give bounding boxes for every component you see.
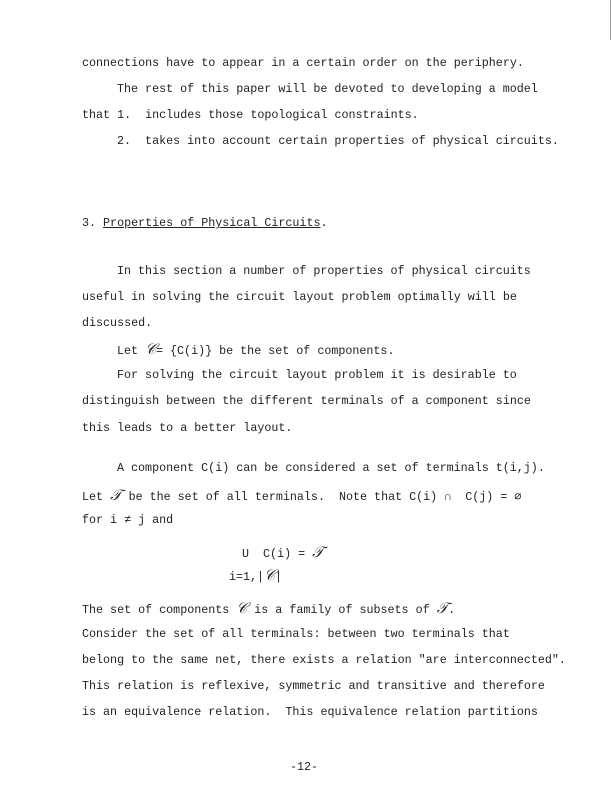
equation-line [242, 545, 324, 561]
text-line [82, 488, 521, 504]
text: . [448, 603, 456, 617]
text-line: For solving the circuit layout problem it is desirable to [117, 368, 517, 382]
text-line: that 1. includes those topological constraints. [82, 108, 419, 122]
equation-subscript [229, 568, 282, 584]
text-line: distinguish between the different terminals of a component since [82, 394, 531, 408]
text-line: useful in solving the circuit layout problem optimally will be [82, 290, 517, 304]
text: Let [82, 490, 111, 504]
text: = {C(i)} be the set of components. [156, 344, 395, 358]
page-number: -12- [290, 760, 319, 774]
text-line: is an equivalence relation. This equivalence relation partitions [82, 705, 538, 719]
text-line: In this section a number of properties of physical circuits [117, 264, 531, 278]
scan-edge [610, 0, 611, 40]
section-number: 3. [82, 216, 104, 230]
components-symbol: 𝒞 [145, 340, 156, 358]
components-symbol: 𝒞 [236, 599, 248, 617]
text-line: connections have to appear in a certain order on the periphery. [82, 56, 524, 70]
text-line [82, 601, 455, 617]
components-symbol: 𝒞 [264, 566, 276, 584]
text: The set of components [82, 603, 237, 617]
heading-period: . [320, 216, 328, 230]
terminals-symbol: 𝒯 [312, 543, 324, 561]
text: Let [117, 344, 146, 358]
text-line: The rest of this paper will be devoted to developing a model [117, 82, 538, 96]
section-title: Properties of Physical Circuits [103, 216, 321, 230]
terminals-symbol: 𝒯 [110, 486, 122, 504]
text: i=1,| [229, 570, 265, 584]
section-heading [82, 216, 328, 230]
text-line: A component C(i) can be considered a set of terminals t(i,j). [117, 461, 545, 475]
text-line: for i ≠ j and [82, 513, 174, 527]
text-line: Consider the set of all terminals: between two terminals that [82, 627, 510, 641]
text-line: discussed. [82, 316, 153, 330]
text-line [117, 342, 394, 358]
text: is a family of subsets of [247, 603, 437, 617]
text-line: this leads to a better layout. [82, 421, 293, 435]
terminals-symbol: 𝒯 [436, 599, 449, 617]
text: U C(i) = [242, 547, 313, 561]
text: | [275, 570, 283, 584]
text-line: 2. takes into account certain properties of physical circuits. [117, 134, 559, 148]
text-line: belong to the same net, there exists a relation "are interconnected". [82, 653, 566, 667]
text: be the set of all terminals. Note that C(i) ∩ C(j) = ∅ [121, 490, 522, 504]
text-line: This relation is reflexive, symmetric and transitive and therefore [82, 679, 545, 693]
